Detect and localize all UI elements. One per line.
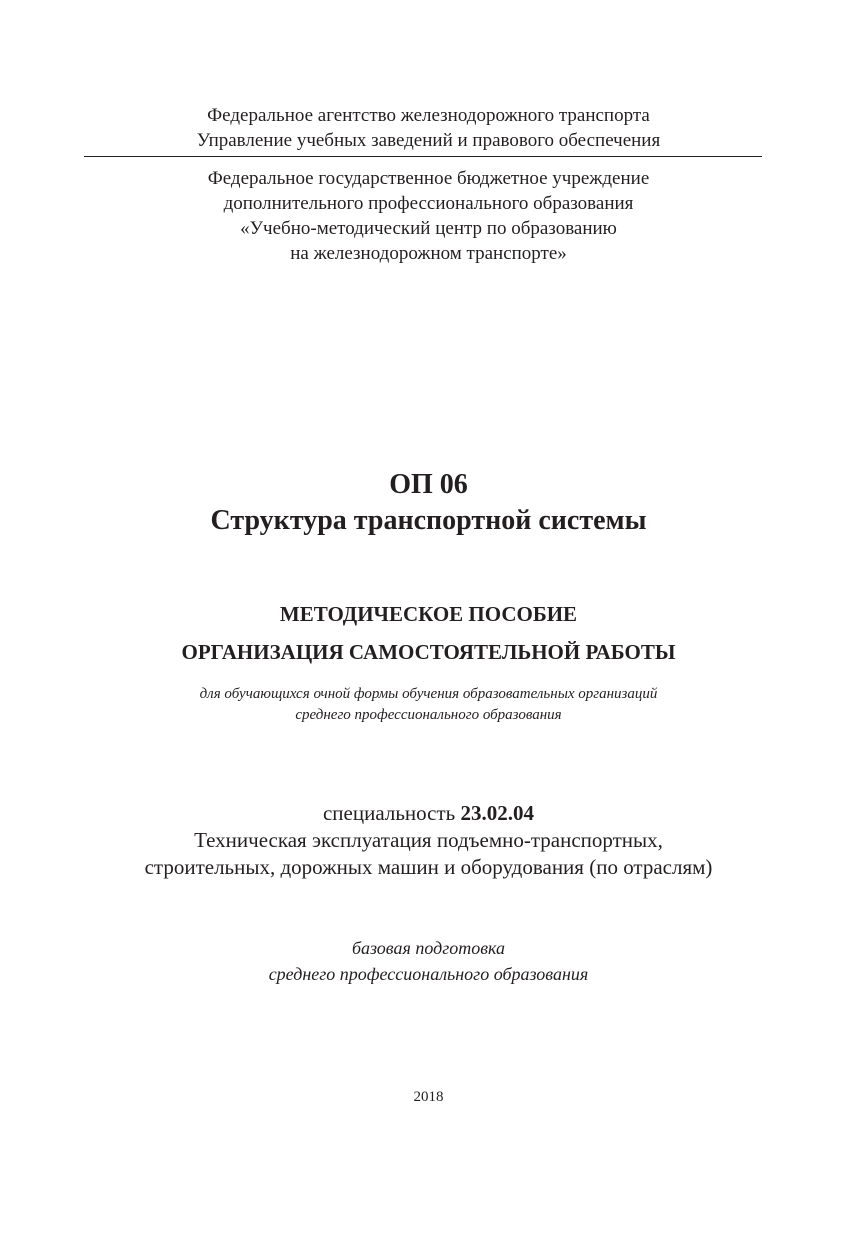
course-code: ОП 06 (389, 469, 468, 500)
organization-line-2: дополнительного профессионального образования (223, 193, 634, 214)
organization-line-4: на железнодорожном транспорте» (290, 243, 567, 264)
training-level (0, 935, 857, 987)
organization-block (0, 166, 857, 266)
agency-name: Федеральное агентство железнодорожного транспорта (207, 105, 650, 126)
specialty-name-line-2: строительных, дорожных машин и оборудования (по отраслям) (144, 855, 713, 879)
course-title: Структура транспортной системы (210, 505, 647, 536)
specialty-heading (0, 800, 857, 827)
publication-year: 2018 (413, 1089, 444, 1105)
specialty-block (0, 800, 857, 881)
specialty-code: 23.02.04 (460, 801, 534, 825)
manual-type: МЕТОДИЧЕСКОЕ ПОСОБИЕ (279, 602, 578, 626)
audience-line-2: среднего профессионального образования (295, 707, 562, 723)
header-block (0, 103, 857, 153)
manual-subtitle: ОРГАНИЗАЦИЯ САМОСТОЯТЕЛЬНОЙ РАБОТЫ (181, 640, 676, 664)
audience-line-1: для обучающихся очной формы обучения образовательных организаций (199, 686, 658, 702)
manual-heading (0, 595, 857, 671)
header-divider (84, 156, 762, 157)
specialty-name-line-1: Техническая эксплуатация подъемно-транспортных, (194, 828, 663, 852)
training-level-line-2: среднего профессионального образования (268, 964, 589, 984)
audience-note (0, 684, 857, 726)
organization-line-3: «Учебно-методический центр по образованию (240, 218, 617, 239)
department-name: Управление учебных заведений и правового обеспечения (196, 130, 661, 151)
training-level-line-1: базовая подготовка (351, 938, 506, 958)
organization-line-1: Федеральное государственное бюджетное учреждение (207, 168, 650, 189)
specialty-label: специальность (322, 801, 456, 825)
